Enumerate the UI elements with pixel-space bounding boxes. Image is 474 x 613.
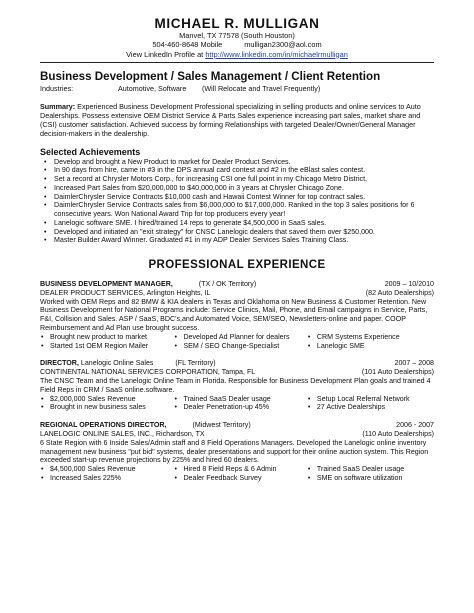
job-bullets bbox=[40, 395, 434, 413]
linkedin-line bbox=[40, 50, 434, 59]
job-note: (101 Auto Dealerships) bbox=[361, 368, 434, 377]
resume-header bbox=[40, 0, 434, 59]
address: Manvel, TX 77578 (South Houston) bbox=[179, 31, 295, 40]
list-item: • Setup Local Referral Network bbox=[307, 395, 434, 404]
summary-text: Experienced Business Development Professional specializing in selling products and online services to Auto Dealerships. Possess extensive OEM District Service & Parts Sales experience increasing part sales, market share and (CSI) customer satisfaction. Achieved success by forming Relationships with targeted Dealer/Owner/General Manager decision-makers in the dealership. bbox=[40, 101, 421, 138]
job-dates: 2009 – 10/2010 bbox=[384, 280, 434, 289]
linkedin-link[interactable]: http://www.linkedin.com/in/michaelrmulligan bbox=[205, 49, 348, 59]
list-item: • Trained SaaS Dealer usage bbox=[307, 465, 434, 474]
job-note: (82 Auto Dealerships) bbox=[365, 288, 434, 297]
achievements-list bbox=[40, 158, 434, 246]
list-item: • Dealer Penetration-up 45% bbox=[173, 403, 306, 412]
job-company: DEALER PRODUCT SERVICES, Arlington Heights, IL bbox=[40, 288, 211, 297]
summary-label: Summary: bbox=[40, 101, 76, 111]
job-entry bbox=[40, 421, 434, 483]
list-item: • Developed Ad Planner for dealers bbox=[173, 333, 306, 342]
list-item: • CRM Systems Experience bbox=[307, 333, 434, 342]
job-territory: (Midwest Territory) bbox=[192, 421, 251, 430]
experience-title: PROFESSIONAL EXPERIENCE bbox=[148, 259, 326, 272]
job-territory: (TX / OK Territory) bbox=[198, 280, 257, 289]
job-company: CONTINENTAL NATIONAL SERVICES CORPORATION, Tampa, FL bbox=[40, 368, 256, 377]
job-description: The CNSC Team and the Lanelogic Online Team in Florida. Responsible for Business Development Plan goals and trained 4 Field Reps in CRM / SaaS online.software. bbox=[40, 376, 431, 394]
list-item: • Started 1st OEM Region Mailer bbox=[40, 342, 173, 351]
job-bullets bbox=[40, 465, 434, 483]
list-item: • Hired 8 Field Reps & 6 Admin bbox=[173, 465, 306, 474]
job-company-row bbox=[40, 368, 434, 377]
job-title: REGIONAL OPERATIONS DIRECTOR, bbox=[40, 421, 167, 430]
list-item: • Developed and initiated an "exit strategy" for CNSC Lanelogic dealers that saved them over $250,000. bbox=[40, 228, 434, 237]
list-item: • Brought new product to market bbox=[40, 333, 173, 342]
job-title-row bbox=[40, 421, 434, 430]
job-dates: 2007 – 2008 bbox=[394, 359, 434, 368]
list-item: • SEM / SEO Change-Specialist bbox=[173, 342, 306, 351]
industries-value: Automotive, Software bbox=[118, 83, 187, 93]
list-item: • Dealer Feedback Survey bbox=[173, 474, 306, 483]
job-description: Worked with OEM Reps and 82 BMW & KIA dealers in Texas and Oklahoma on New Business & Customer Retention. New Business Development for National Programs include: Service Clinics, Mail, Phone, and Email campaigns in Service, Parts, F&I, Collision and Sales. ASP / SaaS, BDC's,and Automated Voice, SEM/SEO, Newsletters-online and paper. COOP Reimbursement and Ad Plan use brought success. bbox=[40, 297, 428, 332]
job-title: DIRECTOR, bbox=[40, 359, 79, 368]
header-divider bbox=[40, 62, 434, 63]
list-item: • SME on software utilization bbox=[307, 474, 434, 483]
job-territory: (FL Territory) bbox=[175, 359, 216, 368]
list-item: • DaimlerChrysler Service Contracts sales from $6,000,000 to $17,000,000. Ranked in the top 3 sales positions for 6 consecutive years. Won National Award Trip for top producers every year! bbox=[40, 201, 434, 219]
email: mulligan2300@aol.com bbox=[244, 40, 322, 50]
job-note: (110 Auto Dealerships) bbox=[362, 429, 434, 438]
list-item: • $4,500,000 Sales Revenue bbox=[40, 465, 173, 474]
list-item: • $2,000,000 Sales Revenue bbox=[40, 395, 173, 404]
list-item: • Lanelogic software SME. I hired/trained 14 reps to generate $4,500,000 in SaaS sales. bbox=[40, 219, 434, 228]
list-item: • Master Builder Award Winner. Graduated #1 in my ADP Dealer Services Sales Training Class. bbox=[40, 236, 434, 245]
job-bullets bbox=[40, 333, 434, 351]
job-title-row bbox=[40, 359, 434, 368]
list-item: • 27 Active Dealerships bbox=[307, 403, 434, 412]
linkedin-label: View LinkedIn Profile at bbox=[126, 49, 204, 59]
relocation-note: (Will Relocate and Travel Frequently) bbox=[202, 83, 321, 93]
list-item: • DaimlerChrysler Service Contracts $10,000 cash and Hawaii Contest Winner for top contract sales. bbox=[40, 193, 434, 202]
headline: Business Development / Sales Management / Client Retention bbox=[40, 69, 381, 83]
list-item: • In 90 days from hire, came in #3 in the DPS annual card contest and #2 in the eBlast sales contest. bbox=[40, 166, 434, 175]
industries-line bbox=[40, 84, 434, 93]
candidate-name: MICHAEL R. MULLIGAN bbox=[154, 16, 320, 31]
list-item: • Set a record at Chrysler Motors Corp., for increasing CSI one full point in my Chicago Metro District. bbox=[40, 175, 434, 184]
list-item: • Brought in new business sales bbox=[40, 403, 173, 412]
job-description: 6 State Region with 6 Inside Sales/Admin staff and 8 Field Operations Managers. Developed the Lanelogic online inventory management new business "put bid" systems, dealer presentations and support for their online auction system. This Region exceeded start-up revenue projections by 225% and hired 60 dealers. bbox=[40, 438, 429, 465]
phone: 504-460-8648 Mobile bbox=[152, 40, 223, 50]
job-company-row bbox=[40, 289, 434, 298]
summary bbox=[40, 103, 434, 139]
achievements-title: Selected Achievements bbox=[40, 146, 141, 157]
industries-label: Industries: bbox=[40, 83, 74, 93]
job-dates: 2006 - 2007 bbox=[396, 421, 434, 430]
job-company-row bbox=[40, 430, 434, 439]
job-title-row bbox=[40, 280, 434, 289]
list-item: • Increased Sales 225% bbox=[40, 474, 173, 483]
list-item: • Increased Part Sales from $20,000,000 to $40,000,000 in 3 years at Chrysler Chicago Zone. bbox=[40, 184, 434, 193]
job-entry bbox=[40, 280, 434, 350]
list-item: • Lanelogic SME bbox=[307, 342, 434, 351]
contact-line bbox=[40, 40, 434, 49]
job-title: BUSINESS DEVELOPMENT MANAGER, bbox=[40, 280, 173, 289]
list-item: • Trained SaaS Dealer usage bbox=[173, 395, 306, 404]
job-title-rest: Lanelogic Online Sales bbox=[80, 359, 154, 368]
job-company: LANELOGIC ONLINE SALES, INC., Richardson, TX bbox=[40, 429, 205, 438]
list-item: • Develop and brought a New Product to market for Dealer Product Services. bbox=[40, 158, 434, 167]
job-entry bbox=[40, 359, 434, 412]
